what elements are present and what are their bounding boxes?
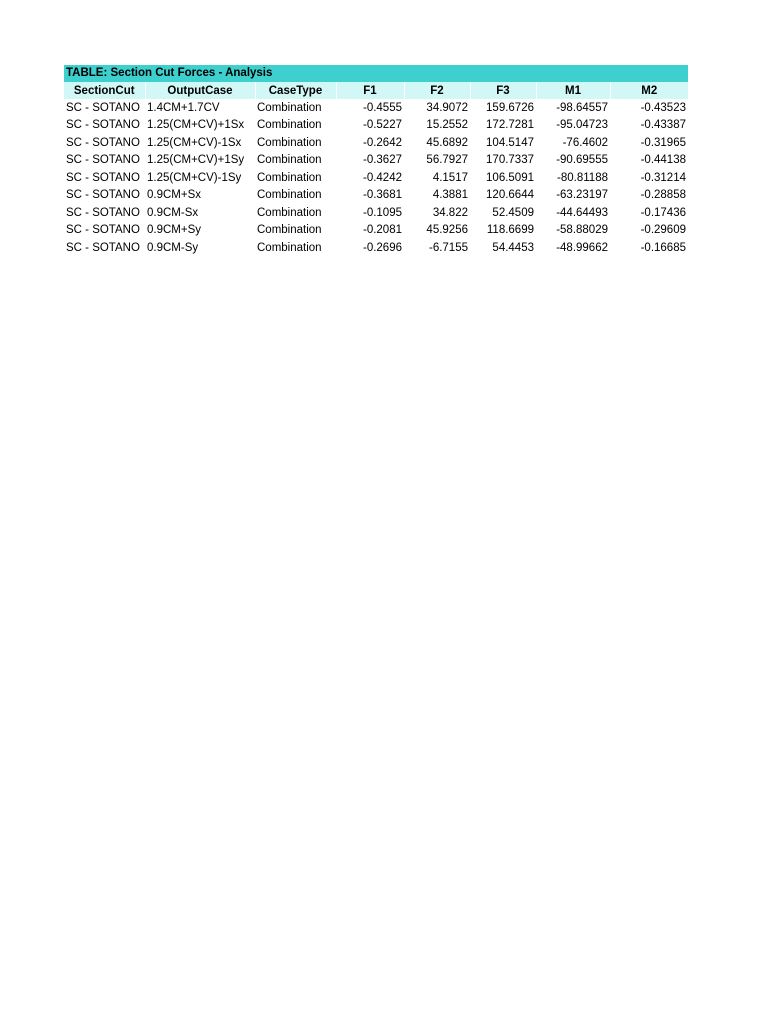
cell-m1: -98.64557 — [556, 101, 608, 114]
cell-f2: -6.7155 — [428, 241, 468, 254]
cell-m1: -90.69555 — [556, 154, 608, 167]
cell-sectioncut: SC - SOTANO — [66, 101, 140, 114]
section-cut-forces-table — [64, 82, 688, 257]
table-row — [64, 204, 688, 222]
column-header-m2: M2 — [610, 82, 688, 99]
table-body — [64, 99, 688, 257]
table-row — [64, 117, 688, 135]
cell-outputcase: 1.25(CM+CV)+1Sx — [147, 119, 245, 132]
cell-m1: -63.23197 — [556, 189, 608, 202]
cell-sectioncut: SC - SOTANO — [66, 171, 140, 184]
cell-outputcase: 1.25(CM+CV)+1Sy — [147, 154, 245, 167]
cell-casetype: Combination — [257, 206, 322, 219]
cell-f3: 104.5147 — [486, 136, 534, 149]
cell-f1: -0.4242 — [362, 171, 402, 184]
table-row — [64, 152, 688, 170]
cell-f2: 4.1517 — [432, 171, 468, 184]
table-header — [64, 82, 688, 99]
cell-m1: -48.99662 — [556, 241, 608, 254]
cell-f1: -0.2081 — [362, 224, 402, 237]
cell-f2: 45.9256 — [426, 224, 468, 237]
cell-f1: -0.3627 — [362, 154, 402, 167]
cell-f2: 56.7927 — [426, 154, 468, 167]
cell-outputcase: 0.9CM-Sy — [147, 241, 199, 254]
cell-m2: -0.31214 — [640, 171, 686, 184]
cell-casetype: Combination — [257, 241, 322, 254]
cell-sectioncut: SC - SOTANO — [66, 136, 140, 149]
cell-f3: 120.6644 — [486, 189, 534, 202]
table-row — [64, 222, 688, 240]
cell-outputcase: 1.25(CM+CV)-1Sx — [147, 136, 242, 149]
cell-m1: -44.64493 — [556, 206, 608, 219]
cell-f3: 118.6699 — [486, 224, 534, 237]
cell-m2: -0.16685 — [640, 241, 686, 254]
cell-f3: 106.5091 — [486, 171, 534, 184]
cell-casetype: Combination — [257, 136, 322, 149]
cell-f1: -0.2696 — [362, 241, 402, 254]
column-header-f1: F1 — [336, 82, 404, 99]
table-row — [64, 99, 688, 117]
cell-outputcase: 1.25(CM+CV)-1Sy — [147, 171, 242, 184]
cell-f1: -0.3681 — [362, 189, 402, 202]
cell-outputcase: 0.9CM+Sy — [147, 224, 202, 237]
cell-m1: -58.88029 — [556, 224, 608, 237]
cell-casetype: Combination — [257, 119, 322, 132]
table-title: TABLE: Section Cut Forces - Analysis — [64, 65, 688, 82]
cell-sectioncut: SC - SOTANO — [66, 206, 140, 219]
cell-m2: -0.28858 — [640, 189, 686, 202]
cell-m1: -80.81188 — [557, 171, 608, 184]
cell-f2: 45.6892 — [426, 136, 468, 149]
table-row — [64, 169, 688, 187]
cell-m2: -0.17436 — [640, 206, 686, 219]
cell-outputcase: 0.9CM-Sx — [147, 206, 199, 219]
header-row — [64, 82, 688, 99]
cell-m2: -0.29609 — [640, 224, 686, 237]
cell-sectioncut: SC - SOTANO — [66, 189, 140, 202]
cell-f2: 4.3881 — [432, 189, 468, 202]
table-row — [64, 134, 688, 152]
column-header-outputcase: OutputCase — [145, 82, 255, 99]
cell-f3: 172.7281 — [486, 119, 534, 132]
cell-f2: 34.9072 — [426, 101, 468, 114]
cell-m1: -76.4602 — [562, 136, 608, 149]
cell-f2: 15.2552 — [426, 119, 468, 132]
cell-f1: -0.4555 — [362, 101, 402, 114]
column-header-sectioncut: SectionCut — [64, 82, 145, 99]
cell-casetype: Combination — [257, 171, 322, 184]
cell-m2: -0.43523 — [640, 101, 686, 114]
cell-f1: -0.5227 — [362, 119, 402, 132]
cell-sectioncut: SC - SOTANO — [66, 241, 140, 254]
section-cut-forces-sheet — [64, 65, 688, 257]
cell-f3: 170.7337 — [486, 154, 534, 167]
cell-outputcase: 0.9CM+Sx — [147, 189, 202, 202]
cell-f3: 159.6726 — [486, 101, 534, 114]
cell-f2: 34.822 — [432, 206, 468, 219]
cell-casetype: Combination — [257, 189, 322, 202]
cell-sectioncut: SC - SOTANO — [66, 154, 140, 167]
table-row — [64, 187, 688, 205]
table-row — [64, 239, 688, 257]
cell-casetype: Combination — [257, 224, 322, 237]
cell-f1: -0.2642 — [362, 136, 402, 149]
column-header-casetype: CaseType — [255, 82, 336, 99]
column-header-m1: M1 — [536, 82, 610, 99]
cell-m1: -95.04723 — [556, 119, 608, 132]
cell-f3: 54.4453 — [492, 241, 534, 254]
cell-m2: -0.43387 — [640, 119, 686, 132]
column-header-f3: F3 — [470, 82, 536, 99]
cell-f1: -0.1095 — [362, 206, 402, 219]
cell-casetype: Combination — [257, 101, 322, 114]
cell-casetype: Combination — [257, 154, 322, 167]
cell-sectioncut: SC - SOTANO — [66, 119, 140, 132]
cell-sectioncut: SC - SOTANO — [66, 224, 140, 237]
cell-f3: 52.4509 — [492, 206, 534, 219]
cell-outputcase: 1.4CM+1.7CV — [147, 101, 220, 114]
cell-m2: -0.44138 — [640, 154, 686, 167]
column-header-f2: F2 — [404, 82, 470, 99]
cell-m2: -0.31965 — [640, 136, 686, 149]
